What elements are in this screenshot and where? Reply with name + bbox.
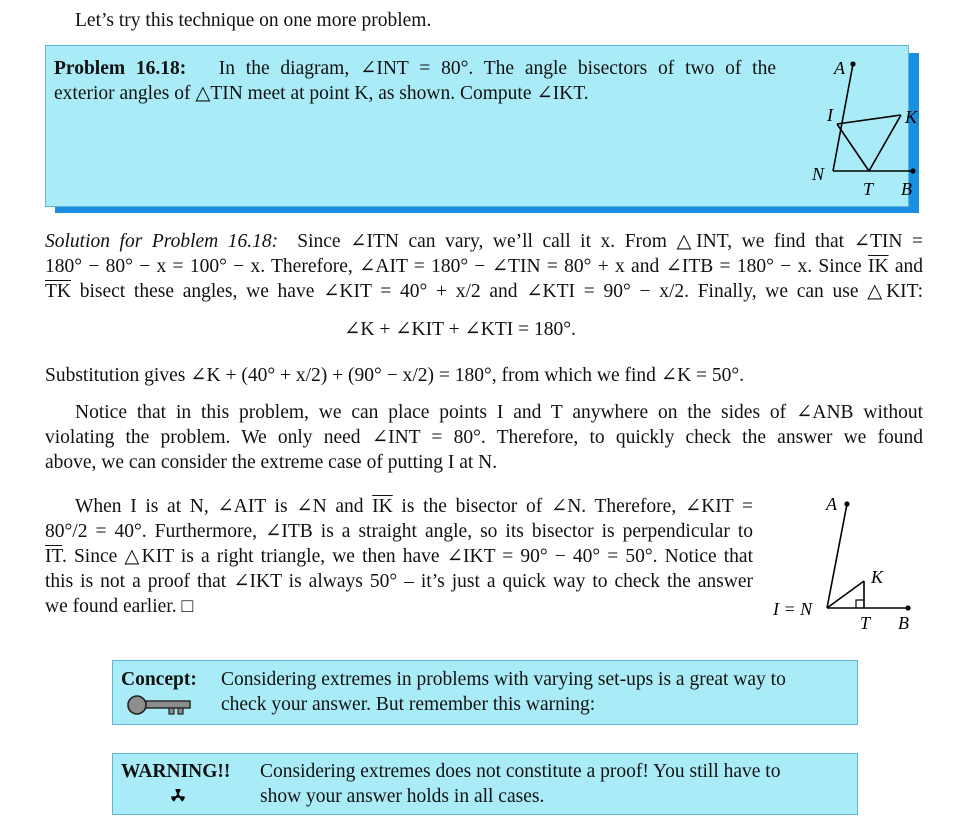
label-I-equals-N: I = N [773,599,813,619]
solution-text-3: bisect these angles, we have ∠KIT = 40° + x/2 and ∠KTI = 90° − x/2. Finally, we can use △KIT: [79,281,924,302]
label-A-2: A [826,494,837,514]
key-icon [125,694,195,718]
warning-body [260,759,780,809]
segment-TK [869,115,901,171]
concept-line-2: check your answer. But remember this warning: [221,694,596,715]
solution-line-3 [45,279,923,304]
qed-symbol: □ [181,596,194,617]
point-B [910,168,915,173]
solution-block [45,229,923,304]
segment-IK-label: $\overline{IK}$ [867,256,889,277]
extreme-line-4: this is not a proof that ∠IKT is always 50° – it’s just a quick way to check the answer [45,571,753,592]
label-A: A [834,58,845,78]
problem-text-1: In the diagram, ∠INT = 80°. The angle bisectors of two of the [218,58,777,79]
point-A [850,61,855,66]
radiation-icon [169,787,187,805]
concept-box [112,660,858,725]
extreme-paragraph [45,494,753,619]
segment-TK-label: $\overline{TK}$ [45,281,71,302]
label-T: T [863,179,874,199]
solution-text-2b: and [894,256,924,277]
solution-line-1 [45,229,923,254]
right-angle-mark [856,600,864,608]
concept-body [221,667,786,717]
problem-diagram [771,46,921,206]
segment-IT-label: $\overline{IT}$ [45,546,62,567]
equation: ∠K + ∠KIT + ∠KTI = 180°. [344,319,576,340]
solution-text-2: 180° − 80° − x = 100° − x. Therefore, ∠AIT = 180° − ∠TIN = 80° + x and ∠ITB = 180° − x. Since [45,256,862,277]
extreme-line-2: 80°/2 = 40°. Furthermore, ∠ITB is a straight angle, so its bisector is perpendicular to [45,521,753,542]
warning-label: WARNING!! [121,761,231,782]
warning-box [112,753,858,815]
extreme-line-1 [45,494,753,519]
extreme-line-3 [45,544,753,569]
label-N: N [812,164,825,184]
extreme-text-1a: When I is at N, ∠AIT is ∠N and [75,496,364,517]
label-T-2: T [860,613,871,633]
extreme-line-5 [45,594,753,619]
problem-line-2: exterior angles of △TIN meet at point K, as shown. Compute ∠IKT. [54,83,589,104]
intro-line: Let’s try this technique on one more problem. [75,10,432,31]
notice-line-2: violating the problem. We only need ∠INT = 80°. Therefore, to quickly check the answer we found [45,427,923,448]
label-K-2: K [871,567,884,587]
label-I: I [827,105,833,125]
notice-paragraph [45,400,923,475]
concept-label: Concept: [121,669,197,690]
ray-NA-2 [827,504,847,608]
extreme-text-5: we found earlier. [45,596,177,617]
extreme-text-1b: is the bisector of ∠N. Therefore, ∠KIT = [401,496,754,517]
label-K: K [905,107,918,127]
point-B-2 [905,605,910,610]
ray-NA [833,64,853,171]
segment-IK-label-2: $\overline{IK}$ [372,496,393,517]
solution-text-1: Since ∠ITN can vary, we’ll call it x. From △INT, we find that ∠TIN = [297,231,923,252]
point-A-2 [844,501,849,506]
problem-box [45,45,918,207]
segment-IK-2 [827,581,864,608]
segment-IK [837,115,901,124]
substitution-line: Substitution gives ∠K + (40° + x/2) + (90° − x/2) = 180°, from which we find ∠K = 50°. [45,365,745,386]
label-B-2: B [898,613,909,633]
label-B: B [901,179,912,199]
notice-line-1: Notice that in this problem, we can place points I and T anywhere on the sides of ∠ANB without [75,402,923,423]
problem-label: Problem 16.18: [54,58,187,79]
solution-label: Solution for Problem 16.18: [45,231,279,252]
warning-line-1: Considering extremes does not constitute a proof! You still have to [260,761,781,782]
extreme-text-3: . Since △KIT is a right triangle, we then have ∠IKT = 90° − 40° = 50°. Notice that [61,546,753,567]
segment-IT [837,124,869,171]
concept-line-1: Considering extremes in problems with varying set-ups is a great way to [221,669,786,690]
warning-line-2: show your answer holds in all cases. [260,786,545,807]
problem-line-1 [54,56,776,81]
extreme-diagram [765,488,935,638]
solution-line-2 [45,254,923,279]
notice-line-3: above, we can consider the extreme case of putting I at N. [45,452,498,473]
